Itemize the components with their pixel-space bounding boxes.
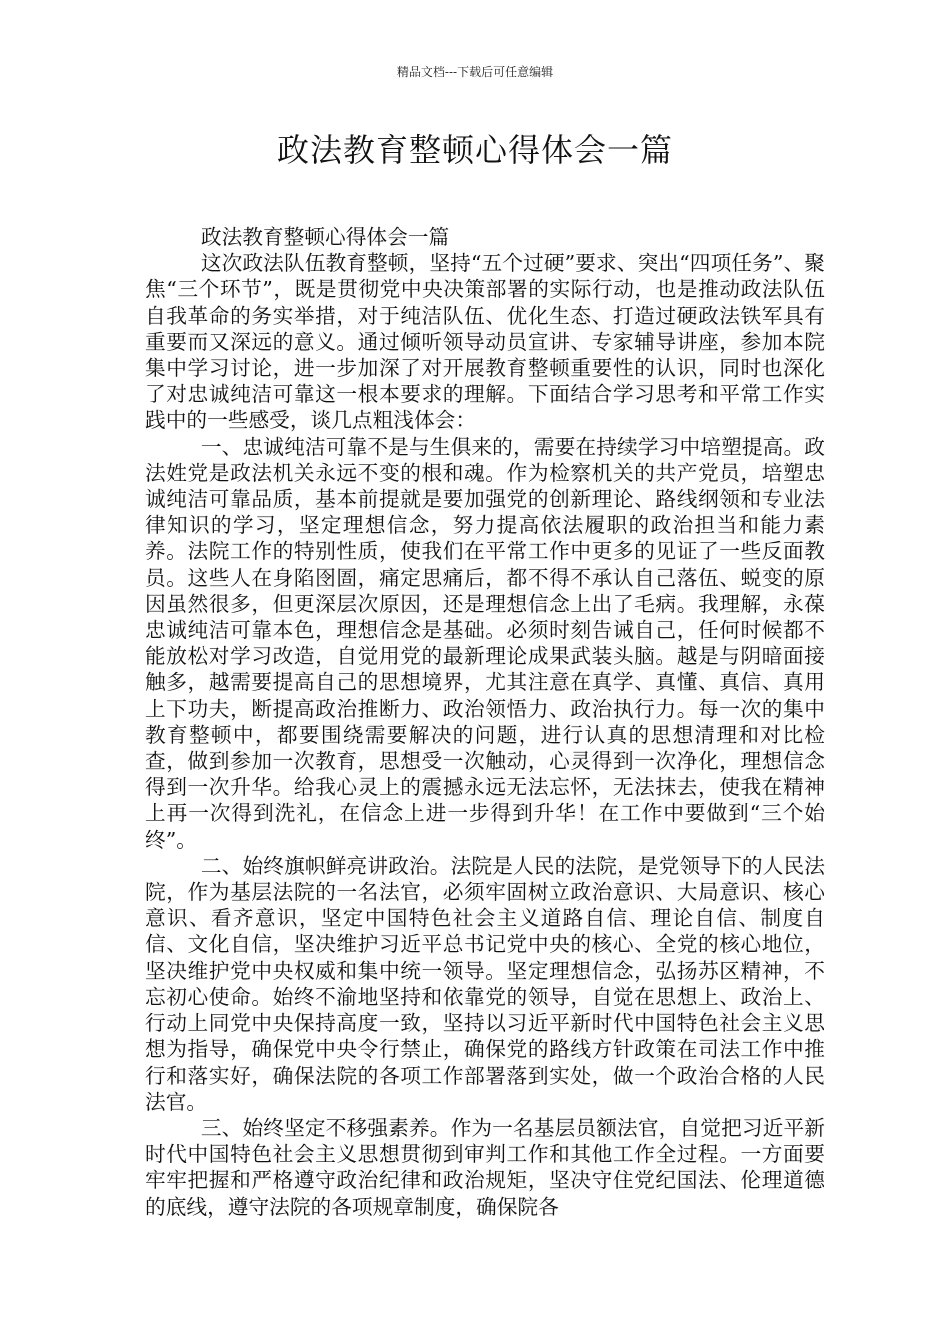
header-note: 精品文档---下载后可任意编辑: [396, 65, 554, 79]
document-title: 政法教育整顿心得体会一篇: [276, 131, 673, 169]
body-paragraph-section-1: 一、忠诚纯洁可靠不是与生俱来的，需要在持续学习中培塑提高。政法姓党是政法机关永远不变的根和魂。作为检察机关的共产党员，培塑忠诚纯洁可靠品质，基本前提就是要加强党的创新理论、路线纲领和专业法律知识的学习，坚定理想信念，努力提高依法履职的政治担当和能力素养。法院工作的特别性质，使我们在平常工作中更多的见证了一些反面教员。这些人在身陷囹圄，痛定思痛后，都不得不承认自己落伍、蜕变的原因虽然很多，但更深层次原因，还是理想信念上出了毛病。我理解，永葆忠诚纯洁可靠本色，理想信念是基础。必须时刻告诫自己，任何时候都不能放松对学习改造，自觉用党的最新理论成果武装头脑。越是与阴暗面接触多，越需要提高自己的思想境界，尤其注意在真学、真懂、真信、真用上下功夫，断提高政治推断力、政治领悟力、政治执行力。每一次的集中教育整顿中，都要围绕需要解决的问题，进行认真的思想清理和对比检查，做到参加一次教育，思想受一次触动，心灵得到一次净化，理想信念得到一次升华。给我心灵上的震撼永远无法忘怀，无法抹去，使我在精神上再一次得到洗礼，在信念上进一步得到升华！在工作中要做到“三个始终”。: [145, 434, 825, 852]
document-body: [145, 224, 825, 1220]
body-paragraph-section-3: 三、始终坚定不移强素养。作为一名基层员额法官，自觉把习近平新时代中国特色社会主义思想贯彻到审判工作和其他工作全过程。一方面要牢牢把握和严格遵守政治纪律和政治规矩，坚决守住党纪国法、伦理道德的底线，遵守法院的各项规章制度，确保院各: [145, 1115, 825, 1219]
body-subtitle: 政法教育整顿心得体会一篇: [200, 225, 450, 249]
body-paragraph-section-2: 二、始终旗帜鲜亮讲政治。法院是人民的法院，是党领导下的人民法院，作为基层法院的一名法官，必须牢固树立政治意识、大局意识、核心意识、看齐意识，坚定中国特色社会主义道路自信、理论自信、制度自信、文化自信，坚决维护习近平总书记党中央的核心、全党的核心地位，坚决维护党中央权威和集中统一领导。坚定理想信念，弘扬苏区精神，不忘初心使命。始终不渝地坚持和依靠党的领导，自觉在思想上、政治上、行动上同党中央保持高度一致，坚持以习近平新时代中国特色社会主义思想为指导，确保党中央令行禁止，确保党的路线方针政策在司法工作中推行和落实好，确保法院的各项工作部署落到实处，做一个政治合格的人民法官。: [145, 853, 825, 1114]
body-paragraph-intro: 这次政法队伍教育整顿，坚持“五个过硬”要求、突出“四项任务”、聚焦“三个环节”，既是贯彻党中央决策部署的实际行动，也是推动政法队伍自我革命的务实举措，对于纯洁队伍、优化生态、打造过硬政法铁军具有重要而又深远的意义。通过倾听领导动员宣讲、专家辅导讲座，参加本院集中学习讨论，进一步加深了对开展教育整顿重要性的认识，同时也深化了对忠诚纯洁可靠这一根本要求的理解。下面结合学习思考和平常工作实践中的一些感受，谈几点粗浅体会：: [145, 251, 825, 433]
